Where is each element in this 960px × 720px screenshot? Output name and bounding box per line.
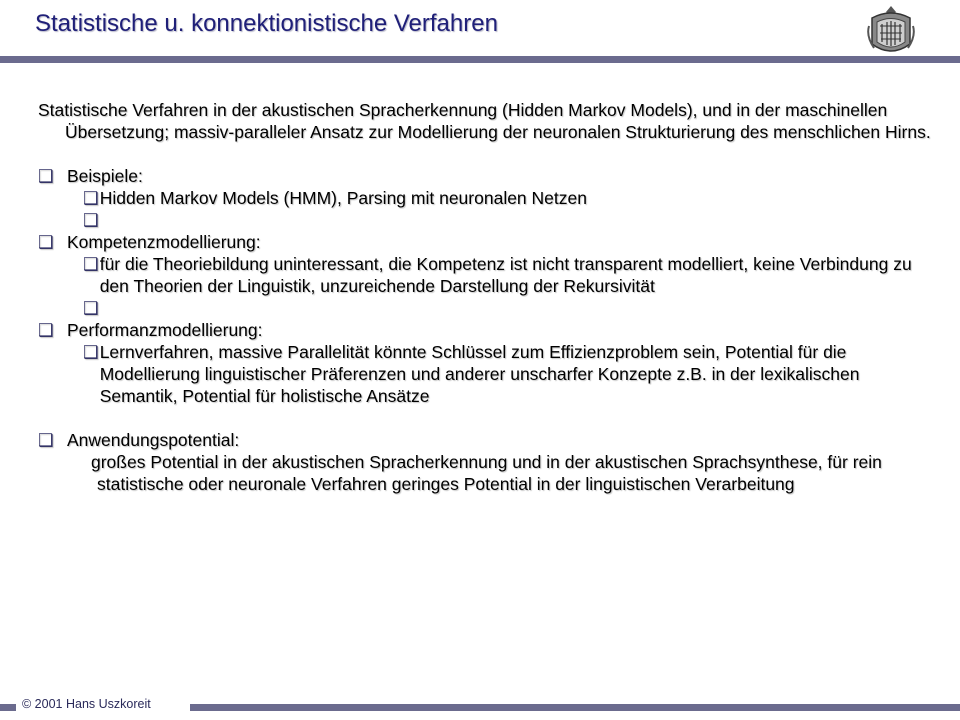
slide-title: Statistische u. konnektionistische Verfahren — [35, 10, 498, 37]
sub-bullet-text — [100, 209, 938, 231]
section-heading: Anwendungspotential: — [67, 430, 240, 450]
sub-bullet — [38, 253, 938, 297]
section-heading: Performanzmodellierung: — [67, 320, 263, 340]
sub-bullet — [38, 341, 938, 407]
sub-bullet-empty — [38, 297, 938, 319]
footer-divider-left — [0, 704, 16, 711]
title-divider — [0, 56, 960, 63]
sub-bullet-text: Hidden Markov Models (HMM), Parsing mit neuronalen Netzen — [99, 188, 587, 208]
checkbox-bullet-icon: ❑ — [83, 342, 99, 362]
checkbox-bullet-icon: ❑ — [38, 232, 54, 252]
copyright-footer: © 2001 Hans Uszkoreit — [22, 697, 151, 711]
intro-paragraph: Statistische Verfahren in der akustischen Spracherkennung (Hidden Markov Models), und in der maschinellen Übersetzung; massiv-paralleler Ansatz zur Modellierung der neuronalen Strukturierung des menschlichen Hirns. — [38, 100, 931, 142]
sub-bullet-text — [100, 297, 938, 319]
footer-divider-right — [190, 704, 960, 711]
slide-body — [38, 99, 938, 495]
checkbox-bullet-icon: ❑ — [83, 298, 99, 318]
checkbox-bullet-icon: ❑ — [83, 254, 99, 274]
bullet-performanz — [38, 319, 938, 341]
bullet-kompetenz — [38, 231, 938, 253]
checkbox-bullet-icon: ❑ — [38, 166, 54, 186]
university-seal-logo-icon — [866, 4, 916, 60]
sub-bullet-text: für die Theoriebildung uninteressant, die Kompetenz ist nicht transparent modelliert, keine Verbindung zu den Theorien der Linguistik, unzureichende Darstellung der Rekursivität — [99, 254, 912, 296]
checkbox-bullet-icon: ❑ — [83, 210, 99, 230]
checkbox-bullet-icon: ❑ — [38, 430, 54, 450]
section-heading: Beispiele: — [67, 166, 143, 186]
section-heading: Kompetenzmodellierung: — [67, 232, 261, 252]
checkbox-bullet-icon: ❑ — [38, 320, 54, 340]
anwendung-text: großes Potential in der akustischen Spracherkennung und in der akustischen Sprachsynthese, für rein statistische oder neuronale Verfahren geringes Potential in der linguistischen Verarbeitung — [91, 452, 882, 494]
sub-bullet-text: Lernverfahren, massive Parallelität könnte Schlüssel zum Effizienzproblem sein, Potential für die Modellierung linguistischer Präferenzen und anderer unscharfer Konzepte z.B. in der lexikalischen Semantik, Potential für holistische Ansätze — [99, 342, 860, 406]
sub-bullet-empty — [38, 209, 938, 231]
bullet-beispiele — [38, 165, 938, 187]
checkbox-bullet-icon: ❑ — [83, 188, 99, 208]
bullet-anwendung — [38, 429, 938, 451]
sub-bullet — [38, 187, 938, 209]
